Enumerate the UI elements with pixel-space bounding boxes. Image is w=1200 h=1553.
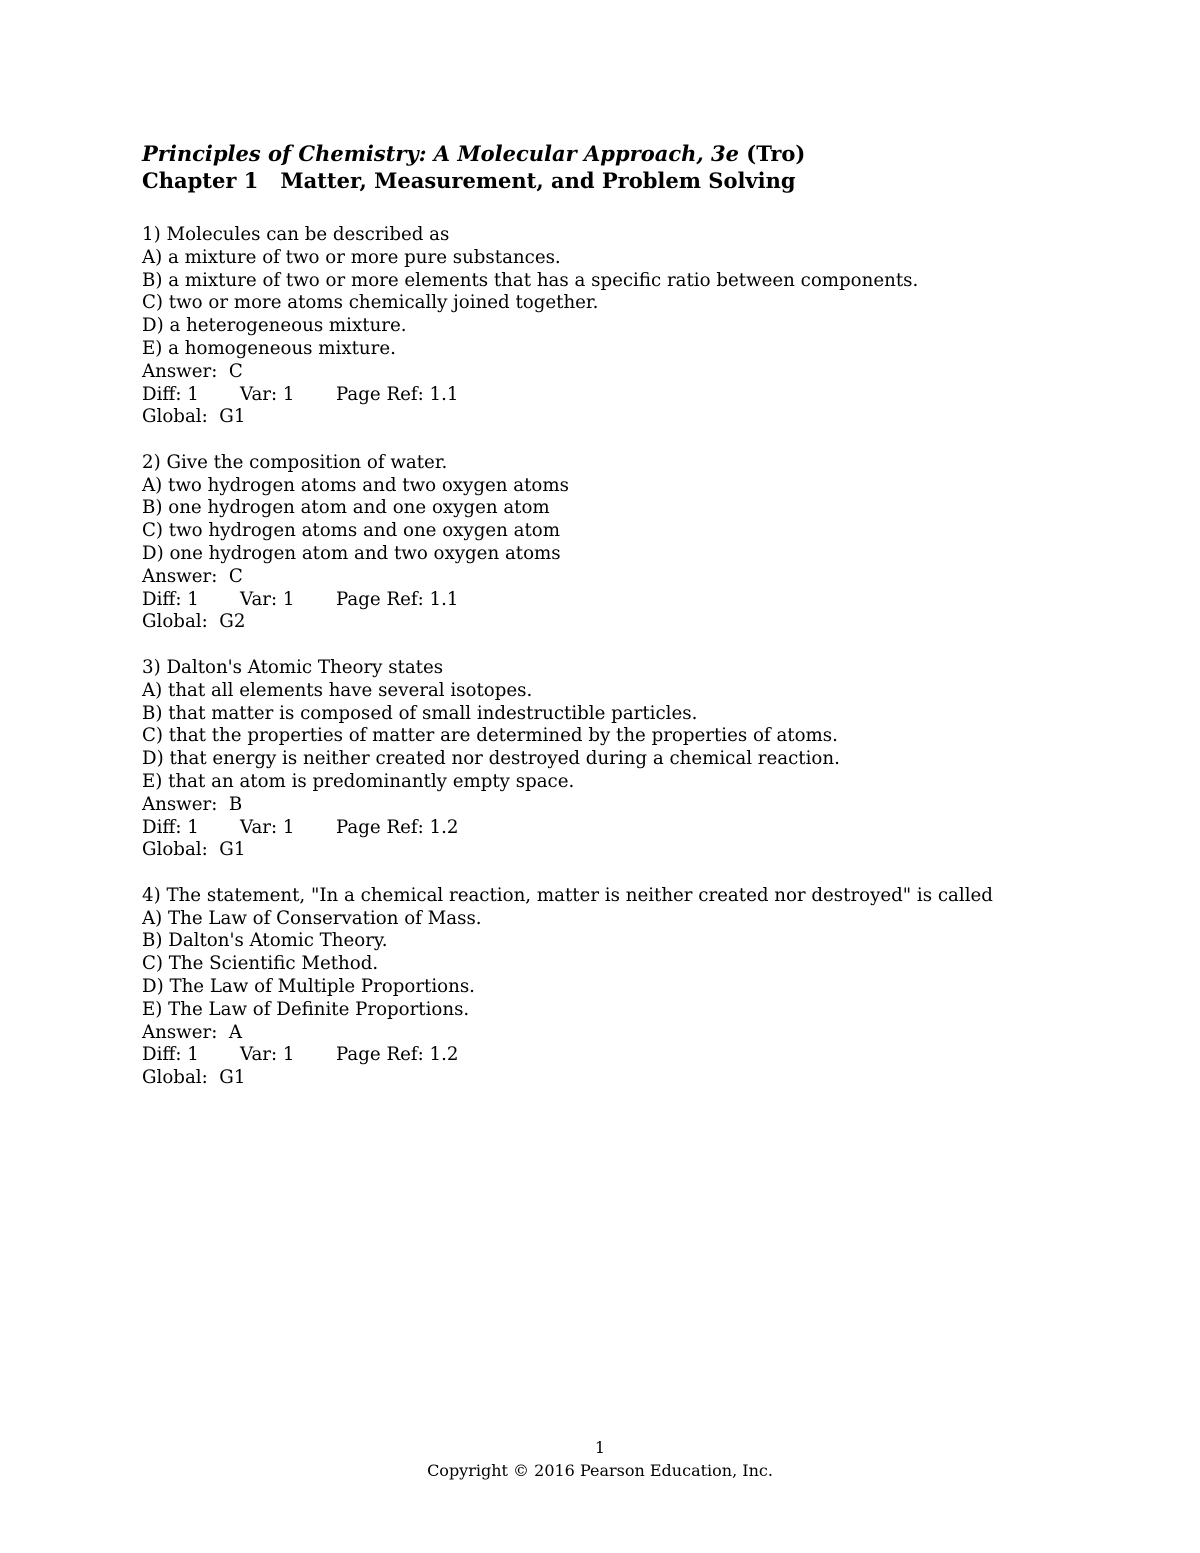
difficulty-value: Diff: 1 <box>142 588 199 610</box>
variant-value: Var: 1 <box>240 588 295 610</box>
page-footer <box>0 1437 1200 1483</box>
copyright-notice: Copyright © 2016 Pearson Education, Inc. <box>427 1461 773 1480</box>
answer-option: E) that an atom is predominantly empty space. <box>142 770 575 792</box>
answer-option: A) a mixture of two or more pure substances. <box>142 246 561 268</box>
answer-key: Answer: C <box>142 565 243 587</box>
answer-option: E) a homogeneous mixture. <box>142 337 396 359</box>
question-stem: 3) Dalton's Atomic Theory states <box>142 656 444 678</box>
question-stem: 1) Molecules can be described as <box>142 224 450 245</box>
global-outcome: Global: G1 <box>142 406 246 428</box>
question-list <box>142 224 1142 1113</box>
author: (Tro) <box>738 141 806 166</box>
chapter-title-line <box>142 167 1142 194</box>
difficulty-value: Diff: 1 <box>142 1044 199 1066</box>
answer-option: C) two hydrogen atoms and one oxygen atom <box>142 520 560 542</box>
answer-option: E) The Law of Definite Proportions. <box>142 998 470 1020</box>
page-reference: Page Ref: 1.1 <box>336 383 459 405</box>
question-block <box>142 224 1142 429</box>
chapter-title: Matter, Measurement, and Problem Solving <box>280 168 796 193</box>
answer-option: C) two or more atoms chemically joined together. <box>142 292 599 314</box>
answer-option: B) that matter is composed of small indestructible particles. <box>142 702 698 724</box>
answer-key: Answer: B <box>142 793 243 815</box>
question-block <box>142 452 1142 634</box>
book-title-line <box>142 140 1142 167</box>
question-metadata <box>142 1044 1142 1067</box>
book-title: Principles of Chemistry: A Molecular Approach, 3e <box>142 141 739 166</box>
answer-option: D) a heterogeneous mixture. <box>142 315 407 337</box>
answer-option: D) that energy is neither created nor destroyed during a chemical reaction. <box>142 748 840 770</box>
question-stem: 2) Give the composition of water. <box>142 451 448 473</box>
question-block <box>142 885 1142 1090</box>
difficulty-value: Diff: 1 <box>142 816 199 838</box>
answer-option: C) The Scientific Method. <box>142 953 379 975</box>
answer-option: B) Dalton's Atomic Theory. <box>142 930 388 952</box>
answer-key: Answer: A <box>142 1021 243 1043</box>
question-stem: 4) The statement, "In a chemical reaction, matter is neither created nor destroyed" is called <box>142 884 993 906</box>
question-metadata <box>142 384 1142 407</box>
chapter-label: Chapter 1 <box>142 168 259 193</box>
question-metadata <box>142 817 1142 840</box>
document-header <box>142 140 1142 194</box>
answer-option: A) two hydrogen atoms and two oxygen atoms <box>142 474 569 496</box>
page-reference: Page Ref: 1.2 <box>336 1044 459 1066</box>
answer-option: D) The Law of Multiple Proportions. <box>142 975 475 997</box>
question-metadata <box>142 589 1142 612</box>
question-block <box>142 657 1142 862</box>
variant-value: Var: 1 <box>240 816 295 838</box>
answer-key: Answer: C <box>142 360 243 382</box>
variant-value: Var: 1 <box>240 1044 295 1066</box>
answer-option: D) one hydrogen atom and two oxygen atoms <box>142 543 561 565</box>
global-outcome: Global: G1 <box>142 1067 246 1089</box>
page-reference: Page Ref: 1.2 <box>336 816 459 838</box>
difficulty-value: Diff: 1 <box>142 383 199 405</box>
page-number: 1 <box>594 1438 606 1457</box>
variant-value: Var: 1 <box>240 383 295 405</box>
answer-option: B) one hydrogen atom and one oxygen atom <box>142 497 550 519</box>
page-reference: Page Ref: 1.1 <box>336 588 459 610</box>
answer-option: C) that the properties of matter are determined by the properties of atoms. <box>142 725 838 747</box>
global-outcome: Global: G2 <box>142 611 246 633</box>
answer-option: B) a mixture of two or more elements that has a specific ratio between components. <box>142 269 919 291</box>
global-outcome: Global: G1 <box>142 839 246 861</box>
answer-option: A) The Law of Conservation of Mass. <box>142 907 482 929</box>
answer-option: A) that all elements have several isotopes. <box>142 679 533 701</box>
